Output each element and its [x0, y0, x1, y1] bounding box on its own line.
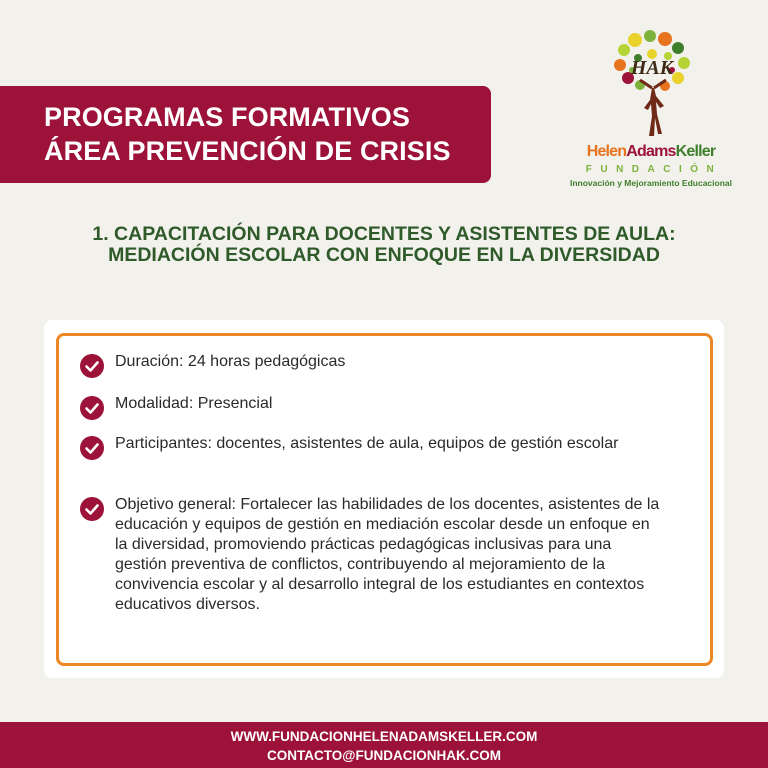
brand-part-adams: Adams: [626, 143, 676, 160]
fundacion-label: FUNDACIÓN: [585, 164, 723, 175]
brand-part-keller: Keller: [675, 143, 716, 160]
program-title: 1. CAPACITACIÓN PARA DOCENTES Y ASISTENTES DE AULA: MEDIACIÓN ESCOLAR CON ENFOQUE EN LA DIVERSIDAD: [92, 223, 676, 266]
check-icon: [80, 436, 104, 460]
tree-logo-icon: [610, 30, 694, 140]
banner-title-line2: ÁREA PREVENCIÓN DE CRISIS: [44, 136, 451, 166]
footer-contact: CONTACTO@FUNDACIONHAK.COM: [267, 748, 501, 763]
brand-part-helen: Helen: [586, 143, 627, 160]
footer-website: WWW.FUNDACIONHELENADAMSKELLER.COM: [230, 729, 538, 744]
brand-name: [566, 143, 736, 161]
detail-text: Participantes: docentes, asistentes de aula, equipos de gestión escolar: [115, 435, 619, 452]
monogram-text: HAK: [630, 57, 674, 79]
foundation-logo: [566, 30, 736, 190]
detail-text: Duración: 24 horas pedagógicas: [115, 353, 346, 370]
footer-bar: [0, 722, 768, 768]
check-icon: [80, 497, 104, 521]
title-banner: [0, 86, 491, 183]
check-icon: [80, 396, 104, 420]
detail-text: Modalidad: Presencial: [115, 395, 273, 412]
check-icon: [80, 354, 104, 378]
logo-tagline: Innovación y Mejoramiento Educacional: [569, 178, 732, 188]
detail-text: Objetivo general: Fortalecer las habilidades de los docentes, asistentes de la educación y equipos de gestión en mediación escolar desde un enfoque en la diversidad, promoviendo prácticas pedagógicas inclusivas para una gestión preventiva de conflictos, contribuyendo al mejoramiento de la convivencia escolar y al desarrollo integral de los estudiantes en contextos educativos diversos.: [115, 496, 660, 613]
banner-title-line1: PROGRAMAS FORMATIVOS: [44, 102, 410, 132]
